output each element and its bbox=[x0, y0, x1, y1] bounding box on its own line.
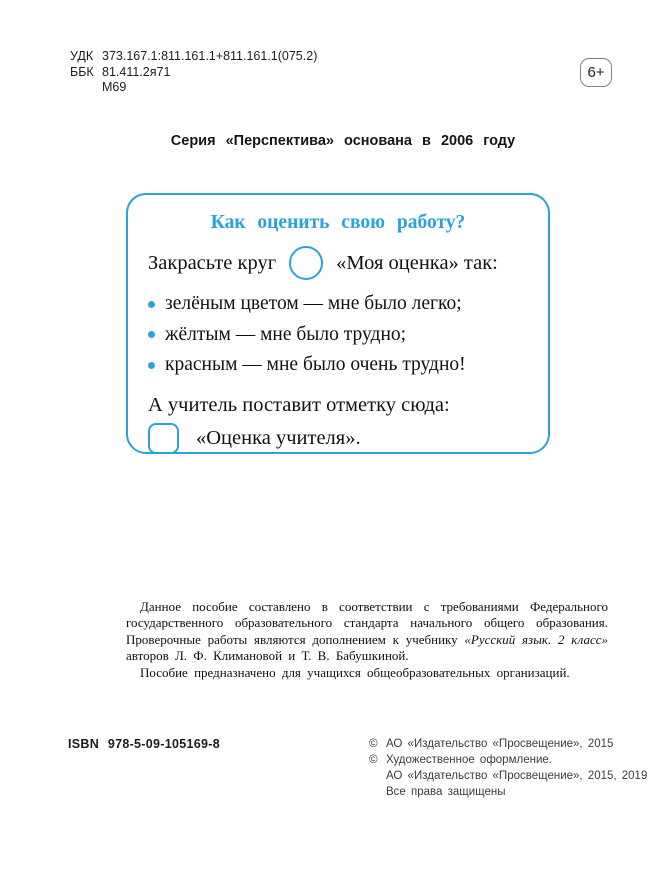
bbk-value: 81.411.2я71 bbox=[102, 64, 171, 79]
teacher-mark-label: «Оценка учителя». bbox=[196, 426, 361, 449]
annotation-text: авторов Л. Ф. Климановой и Т. В. Бабушкиной. bbox=[126, 648, 409, 664]
assessment-box-title: Как оценить свою работу? bbox=[210, 212, 466, 233]
list-item bbox=[148, 350, 528, 381]
series-line: Серия «Перспектива» основана в 2006 году bbox=[170, 133, 516, 149]
copyright-icon: © bbox=[369, 754, 378, 766]
copyright-line: Художественное оформление. bbox=[386, 754, 552, 766]
bbk-label: ББК bbox=[70, 64, 94, 79]
isbn: ISBN 978-5-09-105169-8 bbox=[68, 737, 220, 751]
bibliographic-codes bbox=[70, 49, 317, 96]
instruction-row bbox=[148, 246, 528, 280]
book-code-line bbox=[70, 80, 317, 96]
bullet-dot-icon bbox=[148, 362, 155, 369]
copyright-line: АО «Издательство «Просвещение», 2015, 2019 bbox=[386, 770, 648, 782]
copyright-line: Все права защищены bbox=[386, 786, 506, 798]
annotation-paragraph-1 bbox=[126, 599, 608, 665]
copyright-line: АО «Издательство «Просвещение», 2015 bbox=[386, 738, 614, 750]
annotation-paragraph-2: Пособие предназначено для учащихся общеобразовательных организаций. bbox=[140, 664, 570, 680]
legend-green: зелёным цветом — мне было легко; bbox=[165, 293, 462, 314]
teacher-instruction: А учитель поставит отметку сюда: bbox=[148, 393, 450, 416]
bullet-dot-icon bbox=[148, 301, 155, 308]
copyright-block bbox=[369, 736, 647, 800]
list-item bbox=[148, 320, 528, 351]
self-assessment-box bbox=[126, 193, 550, 454]
list-item bbox=[148, 289, 528, 320]
udk-value: 373.167.1:811.161.1+811.161.1(075.2) bbox=[102, 49, 318, 63]
legend-yellow: жёлтым — мне было трудно; bbox=[165, 323, 407, 345]
copyright-entry bbox=[369, 752, 647, 800]
copyright-icon: © bbox=[369, 738, 378, 750]
teacher-mark-row bbox=[148, 423, 528, 454]
book-code: М69 bbox=[102, 80, 127, 94]
legend-red: красным — мне было очень трудно! bbox=[165, 354, 466, 375]
color-legend-list bbox=[148, 289, 528, 381]
copyright-entry bbox=[369, 736, 647, 752]
instruction-prefix: Закрасьте круг bbox=[148, 251, 277, 274]
age-rating-badge: 6+ bbox=[580, 58, 612, 87]
annotation-text: Данное пособие составлено в соответствии с требованиями Федерального государственного образовательного стандарта начального общего образования. Проверочные работы являются дополнением к учебнику bbox=[126, 599, 608, 647]
bullet-dot-icon bbox=[148, 331, 155, 338]
bbk-line bbox=[70, 65, 317, 81]
annotation-block bbox=[126, 599, 608, 681]
instruction-suffix: «Моя оценка» так: bbox=[336, 251, 498, 274]
udk-line bbox=[70, 49, 317, 65]
teacher-score-box[interactable] bbox=[148, 423, 179, 454]
udk-label: УДК bbox=[70, 49, 94, 63]
my-score-circle[interactable] bbox=[289, 246, 323, 280]
referenced-book-title: «Русский язык. 2 класс» bbox=[464, 631, 608, 647]
